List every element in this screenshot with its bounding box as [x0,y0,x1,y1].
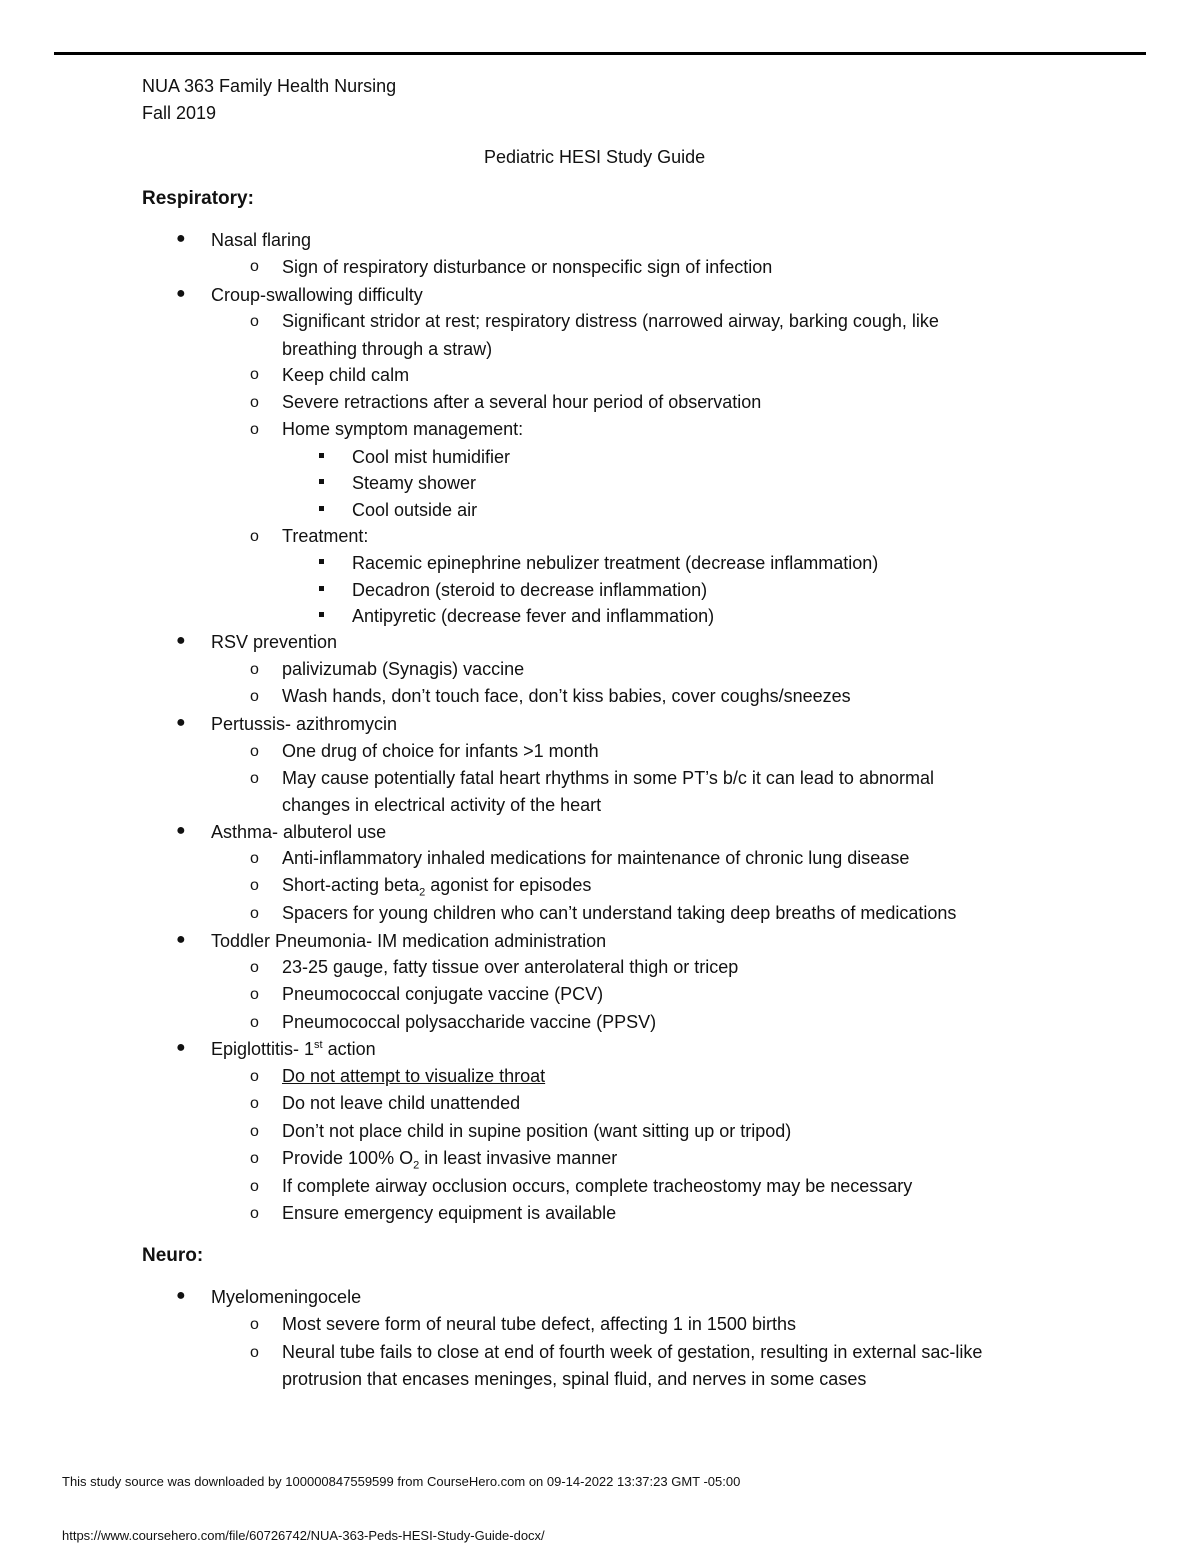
list-item-underlined: Do not attempt to visualize throat [282,1066,546,1086]
list-item: Significant stridor at rest; respiratory distress (narrowed airway, barking cough, like [282,311,939,331]
list-item: Ensure emergency equipment is available [282,1203,617,1223]
list-item-continued: changes in electrical activity of the heart [282,795,602,815]
circle-bullet-icon: o [250,688,259,705]
text-beta: Short-acting beta [282,875,420,895]
circle-bullet-icon: o [250,1068,259,1085]
square-bullet-icon [319,506,324,511]
circle-bullet-icon: o [250,421,259,438]
circle-bullet-icon: o [250,1123,259,1140]
circle-bullet-icon: o [250,366,259,383]
text-manner: in least invasive manner [419,1148,618,1168]
circle-bullet-icon: o [250,1095,259,1112]
circle-bullet-icon: o [250,1150,259,1167]
list-item: Pneumococcal conjugate vaccine (PCV) [282,984,604,1004]
circle-bullet-icon: o [250,743,259,760]
list-item: Nasal flaring [211,230,312,250]
list-item: Treatment: [282,526,369,546]
bullet-icon: ● [176,285,186,302]
list-item-continued: protrusion that encases meninges, spinal fluid, and nerves in some cases [282,1369,867,1389]
list-item: If complete airway occlusion occurs, complete tracheostomy may be necessary [282,1176,913,1196]
list-item [282,874,592,899]
list-item: Most severe form of neural tube defect, affecting 1 in 1500 births [282,1314,796,1334]
list-item [211,1038,376,1060]
circle-bullet-icon: o [250,770,259,787]
square-bullet-icon [319,453,324,458]
list-item: Wash hands, don’t touch face, don’t kiss babies, cover coughs/sneezes [282,686,851,706]
square-bullet-icon [319,612,324,617]
superscript-st: st [314,1039,323,1051]
list-item: palivizumab (Synagis) vaccine [282,659,525,679]
circle-bullet-icon: o [250,877,259,894]
list-item: Keep child calm [282,365,410,385]
circle-bullet-icon: o [250,1014,259,1031]
circle-bullet-icon: o [250,986,259,1003]
circle-bullet-icon: o [250,905,259,922]
list-item: Home symptom management: [282,419,524,439]
circle-bullet-icon: o [250,1344,259,1361]
list-item: Pneumococcal polysaccharide vaccine (PPSV) [282,1012,657,1032]
bullet-icon: ● [176,822,186,839]
course-title: NUA 363 Family Health Nursing [142,76,397,96]
list-item: Toddler Pneumonia- IM medication administration [211,931,607,951]
list-item: Steamy shower [352,473,477,493]
subscript-2: 2 [419,886,426,899]
square-bullet-icon [319,586,324,591]
circle-bullet-icon: o [250,661,259,678]
circle-bullet-icon: o [250,959,259,976]
circle-bullet-icon: o [250,313,259,330]
list-item: Asthma- albuterol use [211,822,387,842]
list-item: Pertussis- azithromycin [211,714,398,734]
circle-bullet-icon: o [250,1205,259,1222]
text-epiglottitis: Epiglottitis- 1 [211,1039,315,1059]
list-item: Don’t not place child in supine position (want sitting up or tripod) [282,1121,792,1141]
circle-bullet-icon: o [250,394,259,411]
text-agonist: agonist for episodes [425,875,592,895]
circle-bullet-icon: o [250,850,259,867]
text-action: action [322,1039,376,1059]
source-url-link[interactable]: https://www.coursehero.com/file/60726742/NUA-363-Peds-HESI-Study-Guide-docx/ [62,1528,545,1543]
list-item: Spacers for young children who can’t understand taking deep breaths of medications [282,903,957,923]
list-item: One drug of choice for infants >1 month [282,741,599,761]
bullet-icon: ● [176,1039,186,1056]
list-item: Cool mist humidifier [352,447,511,467]
list-item [282,1147,618,1172]
subscript-2: 2 [413,1159,420,1172]
list-item: Anti-inflammatory inhaled medications for maintenance of chronic lung disease [282,848,910,868]
download-source-notice: This study source was downloaded by 100000847559599 from CourseHero.com on 09-14-2022 13:37:23 GMT -05:00 [62,1474,741,1489]
circle-bullet-icon: o [250,528,259,545]
circle-bullet-icon: o [250,1178,259,1195]
list-item: Cool outside air [352,500,478,520]
list-item: Severe retractions after a several hour period of observation [282,392,762,412]
bullet-icon: ● [176,714,186,731]
list-item: 23-25 gauge, fatty tissue over anterolateral thigh or tricep [282,957,739,977]
list-item: Antipyretic (decrease fever and inflammation) [352,606,715,626]
list-item: May cause potentially fatal heart rhythms in some PT’s b/c it can lead to abnormal [282,768,934,788]
list-item: Sign of respiratory disturbance or nonspecific sign of infection [282,257,773,277]
circle-bullet-icon: o [250,1316,259,1333]
list-item: Racemic epinephrine nebulizer treatment (decrease inflammation) [352,553,879,573]
list-item: Do not leave child unattended [282,1093,521,1113]
list-item: Decadron (steroid to decrease inflammation) [352,580,708,600]
section-heading-neuro: Neuro: [142,1245,204,1266]
bullet-icon: ● [176,931,186,948]
header-rule [54,52,1146,55]
bullet-icon: ● [176,1287,186,1304]
page-title: Pediatric HESI Study Guide [484,147,706,167]
term: Fall 2019 [142,103,217,123]
bullet-icon: ● [176,230,186,247]
list-item: Myelomeningocele [211,1287,362,1307]
list-item: Croup-swallowing difficulty [211,285,423,305]
section-heading-respiratory: Respiratory: [142,188,254,209]
list-item: RSV prevention [211,632,338,652]
circle-bullet-icon: o [250,258,259,275]
bullet-icon: ● [176,632,186,649]
text-provide: Provide 100% O [282,1148,414,1168]
square-bullet-icon [319,479,324,484]
list-item: Neural tube fails to close at end of fourth week of gestation, resulting in external sac-like [282,1342,983,1362]
square-bullet-icon [319,559,324,564]
list-item-continued: breathing through a straw) [282,339,493,359]
